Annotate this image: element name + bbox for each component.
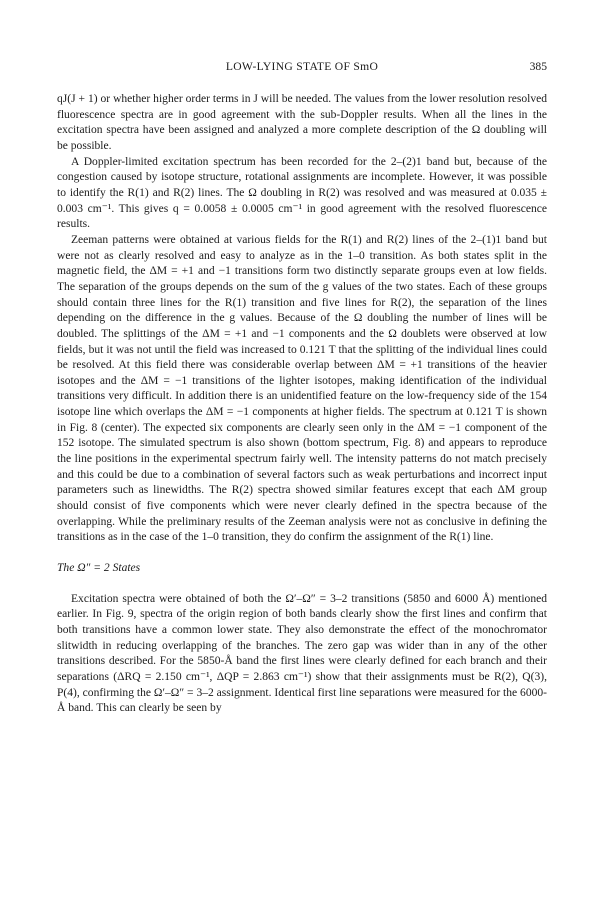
section-heading: The Ω″ = 2 States bbox=[57, 562, 141, 575]
page-number: 385 bbox=[529, 60, 547, 73]
running-title: LOW-LYING STATE OF SmO bbox=[225, 60, 379, 73]
paragraph-continuation: qJ(J + 1) or whether higher order terms in J will be needed. The values from the lower resolution resolved fluorescence spectra are in good agreement with the sub-Doppler results. When all the lines in the excitation spectra have been assigned and analyzed a more complete description of the Ω doubling will be possible. bbox=[57, 93, 547, 152]
article-body bbox=[57, 92, 547, 717]
paragraph-excitation-spectra: Excitation spectra were obtained of both the Ω′–Ω″ = 3–2 transitions (5850 and 6000 Å) mentioned earlier. In Fig. 9, spectra of the origin region of both bands clearly show the first lines and confirm that both transitions have a common lower state. They also demonstrate the effect of the monochromator slitwidth in reducing overlapping of the branches. The zero gap was wider than in any of the other transitions described. For the 5850-Å band the first lines were clearly defined for each branch and their separations (ΔRQ = 2.150 cm⁻¹, ΔQP = 2.863 cm⁻¹) show that their assignments must be R(2), Q(3), P(4), confirming the Ω′–Ω″ = 3–2 assignment. Identical first line separations were measured for the 6000-Å band. This can clearly be seen by bbox=[57, 592, 547, 715]
paragraph-doppler-limited: A Doppler-limited excitation spectrum has been recorded for the 2–(2)1 band but, because of the congestion caused by isotope structure, rotational assignments are incomplete. However, it was possible to identify the R(1) and R(2) lines. The Ω doubling in R(2) was resolved and was measured at 0.035 ± 0.003 cm⁻¹. This gives q = 0.0058 ± 0.0005 cm⁻¹ in good agreement with the resolved fluorescence results. bbox=[57, 155, 547, 231]
running-header bbox=[57, 60, 547, 76]
paragraph-zeeman-patterns: Zeeman patterns were obtained at various fields for the R(1) and R(2) lines of the 2–(1)1 band but were not as clearly resolved and easy to analyze as in the 1–0 transition. As both states split in the magnetic field, the ΔM = +1 and −1 transitions form two distinctly separate groups even at low fields. The separation of the groups depends on the sum of the g values of the two states. Each of these groups should contain three lines for the R(1) transition and five lines for R(2), the separation of the lines depending on the difference in the g values. Because of the Ω doubling the number of lines will be doubled. The splittings of the ΔM = +1 and −1 components and the Ω doublets were observed at low fields, but it was not until the field was increased to 0.121 T that the splitting of the individual lines could be resolved. At this field there was considerable overlap between ΔM = +1 transitions of the heavier isotopes and the ΔM = −1 transitions of the lighter isotopes, making identification of the individual transitions very difficult. In addition there is an unidentified feature on the low-frequency side of the 154 isotope line which overlaps the ΔM = −1 components at higher fields. The spectrum at 0.121 T is shown in Fig. 8 (center). The expected six components are clearly seen only in the ΔM = −1 component of the 152 isotope. The simulated spectrum is also shown (bottom spectrum, Fig. 8) and appears to reproduce the line positions in the experimental spectrum fairly well. The intensity patterns do not match precisely and this could be due to a combination of several factors such as weak perturbations and incorrect input parameters such as linewidths. The R(2) spectra showed similar features except that each ΔM group should consist of five components which were never clearly defined in the spectra because of the overlapping. While the preliminary results of the Zeeman analysis were not as conclusive in defining the transitions as in the case of the 1–0 transition, they do confirm the assignment of the R(1) line. bbox=[57, 233, 547, 544]
